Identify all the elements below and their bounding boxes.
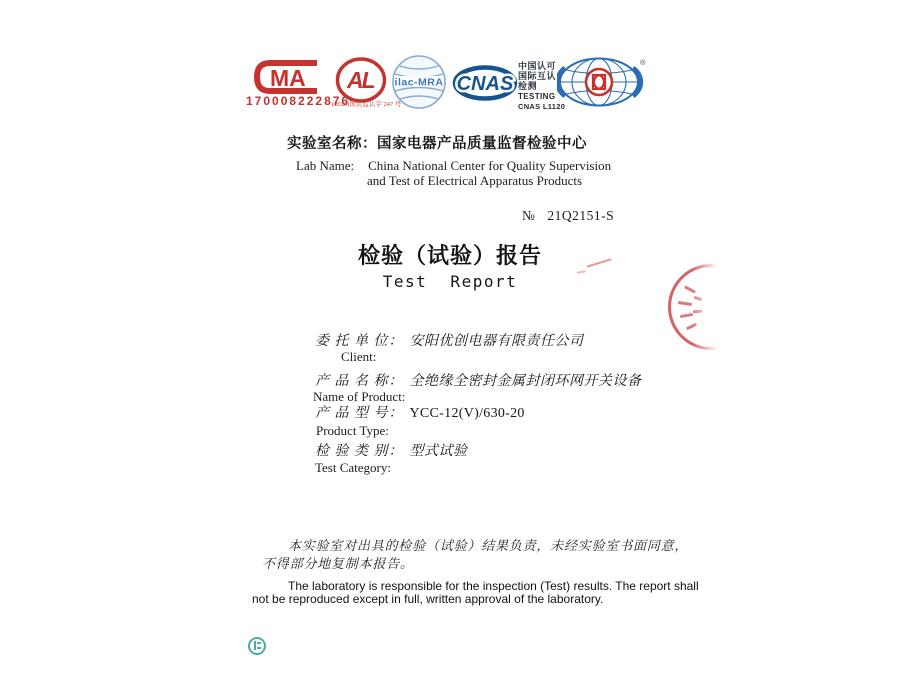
accreditation-line: 国际互认 xyxy=(518,71,557,81)
field-label: 委 托 单 位： xyxy=(315,334,404,349)
report-number-value: 21Q2151-S xyxy=(547,208,615,223)
field-value: 全绝缘全密封金属封闭环网开关设备 xyxy=(409,374,642,389)
lab-name-cn: 实验室名称：国家电器产品质量监督检验中心 xyxy=(287,136,587,152)
accreditation-line: TESTING xyxy=(518,92,556,101)
cma-certificate-note: (2020)国认监认字 247 号 xyxy=(332,101,402,108)
field-test-category-cn xyxy=(315,440,468,460)
field-client-cn xyxy=(315,330,584,350)
report-number xyxy=(522,208,614,224)
field-product-type xyxy=(315,402,525,438)
disclaimer-cn-line1: 本实验室对出具的检验（试验）结果负责，未经实验室书面同意， xyxy=(288,538,689,553)
field-value: YCC-12(V)/630-20 xyxy=(409,406,525,421)
lab-name-en-label: Lab Name: xyxy=(296,158,355,173)
registered-trademark-mark: ® xyxy=(640,58,646,67)
field-label: 检 验 类 别： xyxy=(315,444,404,459)
report-number-label: № xyxy=(522,208,536,223)
cma-certificate-number: 170008222876 xyxy=(246,94,351,108)
cma-logo xyxy=(253,58,327,96)
field-value: 安阳优创电器有限责任公司 xyxy=(409,334,584,349)
field-label-en: Name of Product: xyxy=(313,389,406,404)
disclaimer-en-line1: The laboratory is responsible for the inspection (Test) results. The report shall xyxy=(288,579,699,593)
field-label: 产 品 型 号： xyxy=(315,406,404,421)
report-title-cn: 检验（试验）报告 xyxy=(357,243,542,268)
al-letters: AL xyxy=(347,67,374,93)
field-product-name xyxy=(313,370,642,404)
field-label: 产 品 名 称： xyxy=(315,374,404,389)
report-title-en: Test Report xyxy=(382,272,518,291)
disclaimer-en-line2: not be reproduced except in full, written approval of the laboratory. xyxy=(252,592,604,606)
seal-text-fragment xyxy=(693,310,702,314)
accreditation-line: 检测 xyxy=(518,81,538,91)
disclaimer-cn-line2: 不得部分地复制本报告。 xyxy=(262,556,414,571)
cnas-letters: CNAS xyxy=(456,73,514,95)
al-logo xyxy=(334,57,388,103)
accreditation-line: 中国认可 xyxy=(518,61,557,71)
field-test-category xyxy=(315,440,468,475)
field-label-en: Client: xyxy=(341,349,377,364)
field-label-en: Test Category: xyxy=(315,460,391,475)
lab-name-en-line2: and Test of Electrical Apparatus Products xyxy=(367,173,583,188)
field-client xyxy=(315,330,584,364)
red-seal-ring xyxy=(668,264,754,350)
accreditation-line: CNAS L1120 xyxy=(518,102,566,111)
field-product-name-cn xyxy=(315,370,642,390)
field-value: 型式试验 xyxy=(409,444,468,459)
red-seal-stamp xyxy=(668,264,754,350)
lab-name-en-text: China National Center for Quality Supervision xyxy=(368,158,612,173)
ilac-mra-label: ilac-MRA xyxy=(394,76,444,89)
field-label-en: Product Type: xyxy=(316,423,389,438)
field-product-type-cn xyxy=(315,402,525,422)
lab-name-en-line1 xyxy=(296,158,611,174)
cnas-logo xyxy=(452,63,518,103)
ilac-mra-logo xyxy=(391,53,447,111)
globe-certification-logo xyxy=(557,56,649,108)
cma-letters: MA xyxy=(270,65,306,91)
small-teal-seal xyxy=(248,637,266,655)
